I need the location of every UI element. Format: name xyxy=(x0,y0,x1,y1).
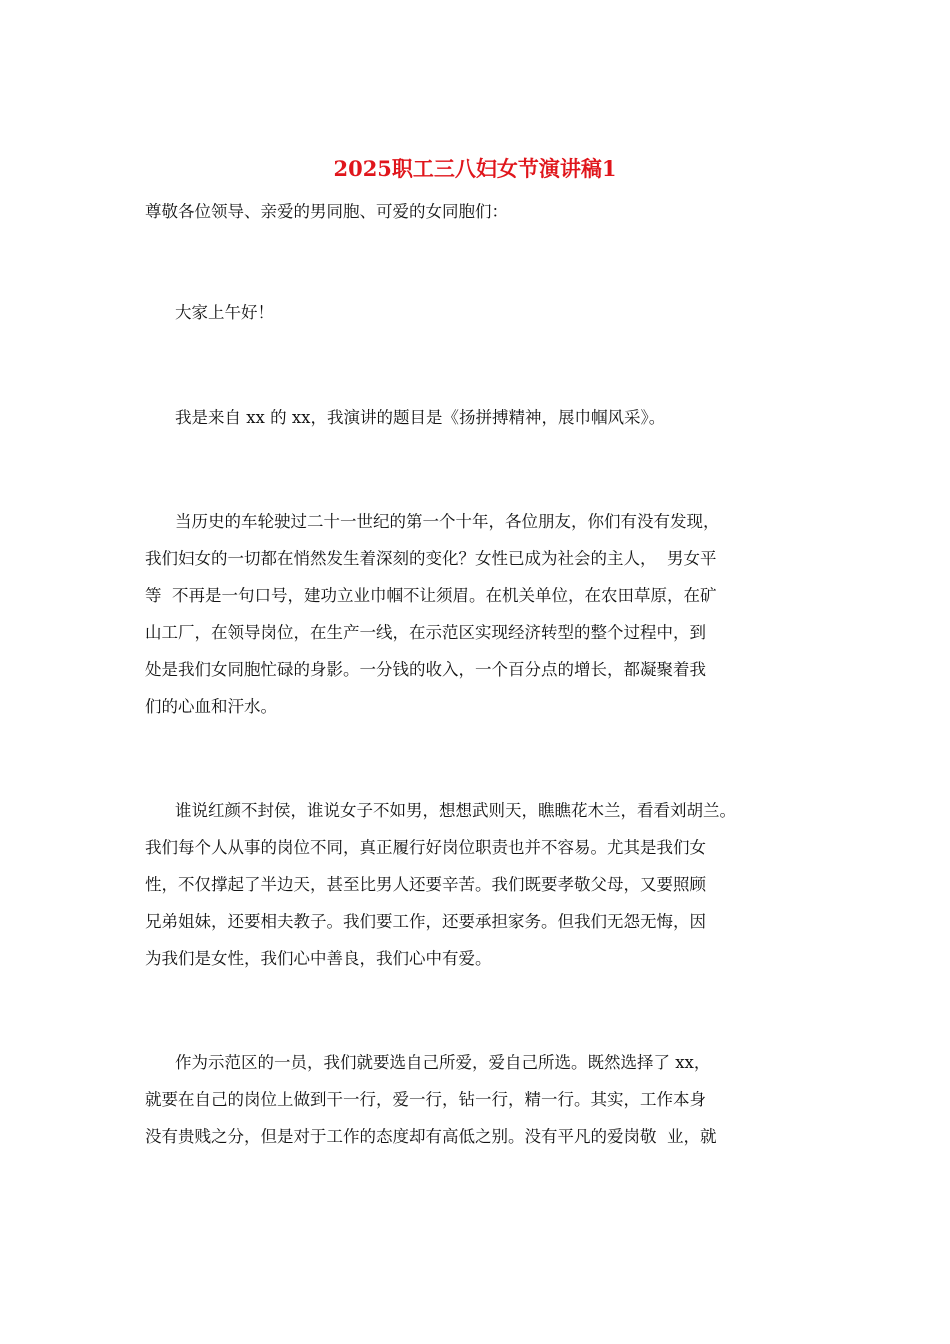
paragraph-2-line-4: 兄弟姐妹，还要相夫教子。我们要工作，还要承担家务。但我们无怨无悔，因 xyxy=(145,912,706,931)
paragraph-1-line-5: 处是我们女同胞忙碌的身影。一分钱的收入，一个百分点的增长，都凝聚着我 xyxy=(145,660,706,679)
document-title: 2025职工三八妇女节演讲稿1 xyxy=(333,156,617,181)
paragraph-1-line-1: 当历史的车轮驶过二十一世纪的第一个十年，各位朋友，你们有没有发现， xyxy=(175,512,720,531)
paragraph-1-line-3: 等 不再是一句口号，建功立业巾帼不让须眉。在机关单位，在农田草原，在矿 xyxy=(145,586,717,605)
paragraph-3-line-2: 就要在自己的岗位上做到干一行，爱一行，钻一行，精一行。其实，工作本身 xyxy=(145,1090,706,1109)
paragraph-2-line-5: 为我们是女性，我们心中善良，我们心中有爱。 xyxy=(145,949,492,968)
paragraph-1-line-6: 们的心血和汗水。 xyxy=(145,697,277,716)
paragraph-1-line-2: 我们妇女的一切都在悄然发生着深刻的变化？女性已成为社会的主人， 男女平 xyxy=(145,549,717,568)
paragraph-2-line-3: 性，不仅撑起了半边天，甚至比男人还要辛苦。我们既要孝敬父母，又要照顾 xyxy=(145,875,706,894)
greeting-line: 大家上午好！ xyxy=(175,303,274,322)
paragraph-2-line-2: 我们每个人从事的岗位不同，真正履行好岗位职责也并不容易。尤其是我们女 xyxy=(145,838,706,857)
paragraph-2-line-1: 谁说红颜不封侯，谁说女子不如男，想想武则天，瞧瞧花木兰，看看刘胡兰。 xyxy=(175,801,736,820)
paragraph-3-line-3: 没有贵贱之分，但是对于工作的态度却有高低之别。没有平凡的爱岗敬 业，就 xyxy=(145,1127,717,1146)
paragraph-1-line-4: 山工厂，在领导岗位，在生产一线，在示范区实现经济转型的整个过程中，到 xyxy=(145,623,706,642)
intro-line: 我是来自 xx 的 xx，我演讲的题目是《扬拼搏精神，展巾帼风采》。 xyxy=(175,408,666,427)
salutation-line: 尊敬各位领导、亲爱的男同胞、可爱的女同胞们： xyxy=(145,202,508,221)
paragraph-3-line-1: 作为示范区的一员，我们就要选自己所爱，爱自己所选。既然选择了 xx， xyxy=(175,1053,711,1072)
